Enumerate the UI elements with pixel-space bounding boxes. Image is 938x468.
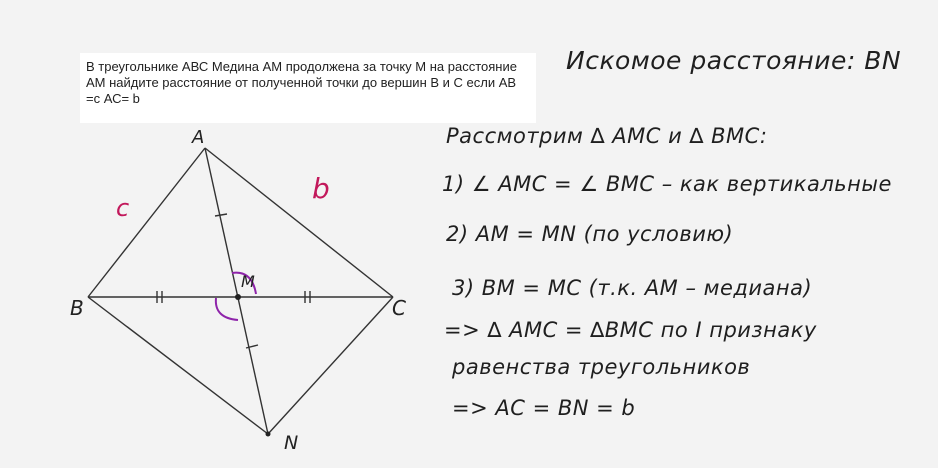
solution-line-4: 3) ВМ = МС (т.к. АМ – медиана)	[452, 276, 813, 300]
solution-line-6: равенства треугольников	[452, 355, 751, 379]
vertex-label-M: M	[241, 272, 255, 291]
solution-line-5: => ∆ АМС = ∆ВМС по I признаку	[444, 318, 817, 342]
vertex-label-A: A	[192, 127, 205, 148]
solution-line-3: 2) АМ = МN (по условию)	[446, 222, 734, 246]
solution-line-2: 1) ∠ АМС = ∠ ВМС – как вертикальные	[442, 172, 892, 196]
segment-BN	[88, 297, 268, 434]
problem-text: В треугольнике АВС Медина АМ продолжена за точку М на расстояние АМ найдите расстояние от полученной точки до вершин В и С если АВ =с АС= b	[86, 59, 517, 106]
solution-line-1: Рассмотрим ∆ АМС и ∆ ВМС:	[446, 124, 768, 148]
point-N	[266, 432, 271, 437]
segment-AB	[88, 148, 205, 297]
vertex-label-C: C	[392, 296, 406, 320]
segment-CN	[268, 297, 393, 434]
side-label-b: b	[312, 172, 330, 205]
vertex-label-B: B	[70, 296, 84, 320]
angle-arc-BMN	[216, 298, 238, 320]
point-M	[235, 294, 241, 300]
tick-AM	[215, 214, 227, 216]
answer-title: Искомое расстояние: BN	[566, 46, 902, 75]
solution-line-7: => АС = ВN = b	[452, 396, 636, 420]
side-label-c: c	[116, 194, 130, 222]
vertex-label-N: N	[284, 432, 299, 454]
